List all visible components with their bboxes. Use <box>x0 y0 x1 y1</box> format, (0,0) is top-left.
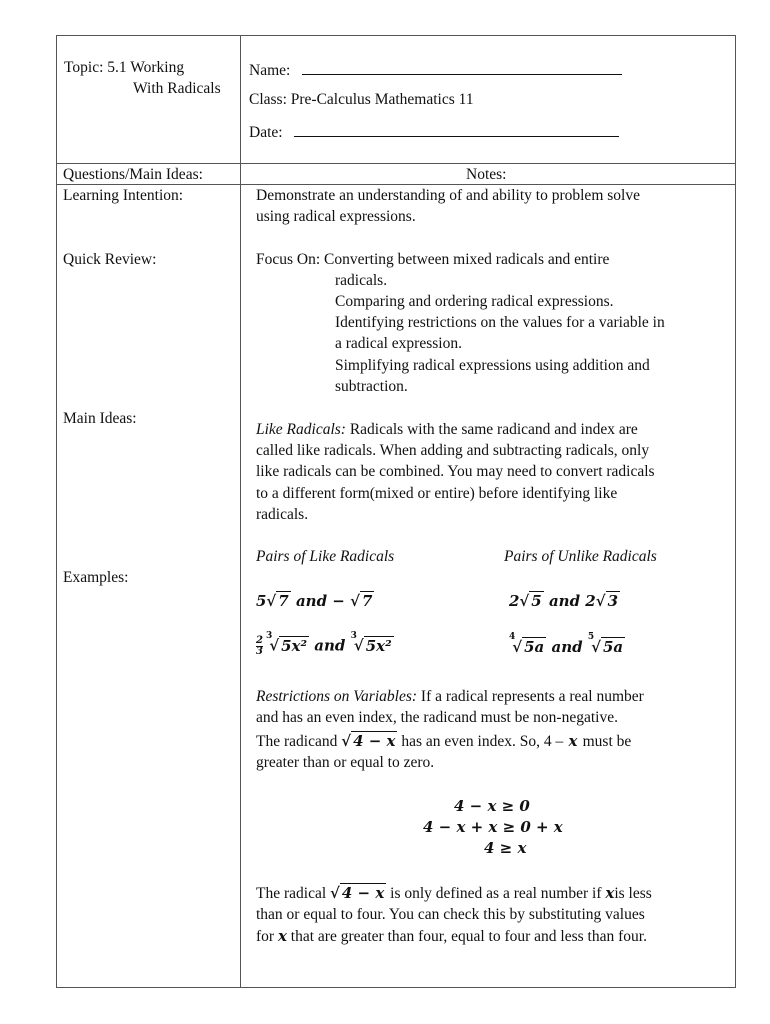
restrictions-line-4: greater than or equal to zero. <box>256 754 435 771</box>
conclusion-line-3a: for <box>256 928 275 945</box>
date-blank[interactable] <box>294 122 619 137</box>
restrictions-line-3c: must be <box>582 733 632 750</box>
focus-line-1: Focus On: Converting between mixed radicals and entire <box>256 251 610 268</box>
pairs-like-heading: Pairs of Like Radicals <box>256 548 395 565</box>
pairs-unlike-heading: Pairs of Unlike Radicals <box>504 548 657 565</box>
unlike-pair-2: $^4$√ 5a and $^5$√ 5a <box>509 632 624 656</box>
like-radicals-line-4: to a different form(mixed or entire) before identifying like <box>256 485 618 502</box>
conclusion-line-1b: is only defined as a real number if <box>390 885 602 902</box>
right-column-header: Notes: <box>466 166 507 183</box>
header-divider <box>56 163 736 164</box>
conclusion-line-3b: that are greater than four, equal to four and less than four. <box>290 928 647 945</box>
like-radicals-line-3: like radicals can be combined. You may need to convert radicals <box>256 463 655 480</box>
like-radicals-line-5: radicals. <box>256 506 309 523</box>
radicand-expression: √ 4 − x <box>341 732 396 750</box>
intention-line-1: Demonstrate an understanding of and ability to problem solve <box>256 187 640 204</box>
focus-line-7: subtraction. <box>335 378 408 395</box>
conclusion-line-2: than or equal to four. You can check this by substituting values <box>256 906 645 923</box>
learning-intention-label: Learning Intention: <box>63 187 184 204</box>
restrictions-text: If a radical represents a real number <box>420 688 644 705</box>
like-pair-1: 5√ 7 and − √ 7 <box>256 592 373 610</box>
inequality-step-3: 4 ≥ x <box>484 839 527 857</box>
like-radicals-line-2: called like radicals. When adding and subtracting radicals, only <box>256 442 650 459</box>
like-radicals-text: Radicals with the same radicand and index are <box>349 421 638 438</box>
conclusion-line-1c: is less <box>614 885 652 902</box>
focus-line-4: Identifying restrictions on the values for a variable in <box>335 314 665 331</box>
left-column-header: Questions/Main Ideas: <box>63 166 203 183</box>
inequality-step-2: 4 − x + x ≥ 0 + x <box>423 818 563 836</box>
main-ideas-label: Main Ideas: <box>63 410 137 427</box>
conclusion-line-1a: The radical <box>256 885 327 902</box>
quick-review-label: Quick Review: <box>63 251 157 268</box>
conclusion-line-1: The radical √ 4 − x is only defined as a real number if xis less <box>256 884 652 902</box>
topic-line-2: With Radicals <box>133 80 221 97</box>
name-blank[interactable] <box>302 60 622 75</box>
column-divider <box>240 35 241 988</box>
intention-line-2: using radical expressions. <box>256 208 416 225</box>
focus-line-2: radicals. <box>335 272 388 289</box>
like-radicals-title: Like Radicals: <box>256 421 346 438</box>
focus-line-6: Simplifying radical expressions using addition and <box>335 357 650 374</box>
unlike-pair-1: 2√ 5 and 2√ 3 <box>509 592 619 610</box>
restrictions-line-3b: has an even index. So, 4 – <box>401 733 564 750</box>
name-field <box>249 60 622 81</box>
restrictions-line-3a: The radicand <box>256 733 338 750</box>
class-label: Class: Pre-Calculus Mathematics 11 <box>249 91 474 108</box>
topic-line-1: Topic: 5.1 Working <box>64 59 185 76</box>
like-pair-2: $\frac{2}{3}$ $^3$√ 5x² and $^3$√ 5x² <box>256 630 392 657</box>
radical-expression: √ 4 − x <box>330 884 385 902</box>
like-radicals-line-1 <box>256 421 638 440</box>
restrictions-title: Restrictions on Variables: <box>256 688 418 705</box>
restrictions-line-2: and has an even index, the radicand must be non-negative. <box>256 709 618 726</box>
inequality-step-1: 4 − x ≥ 0 <box>454 797 530 815</box>
restrictions-line-3: The radicand √ 4 − x has an even index. So, 4 – x must be <box>256 732 632 750</box>
examples-label: Examples: <box>63 569 129 586</box>
name-label: Name: <box>249 62 291 79</box>
date-field <box>249 122 619 143</box>
conclusion-line-3: for x that are greater than four, equal to four and less than four. <box>256 927 647 945</box>
focus-line-3: Comparing and ordering radical expressions. <box>335 293 614 310</box>
date-label: Date: <box>249 124 283 141</box>
focus-line-5: a radical expression. <box>335 335 462 352</box>
restrictions-line-1 <box>256 688 644 707</box>
